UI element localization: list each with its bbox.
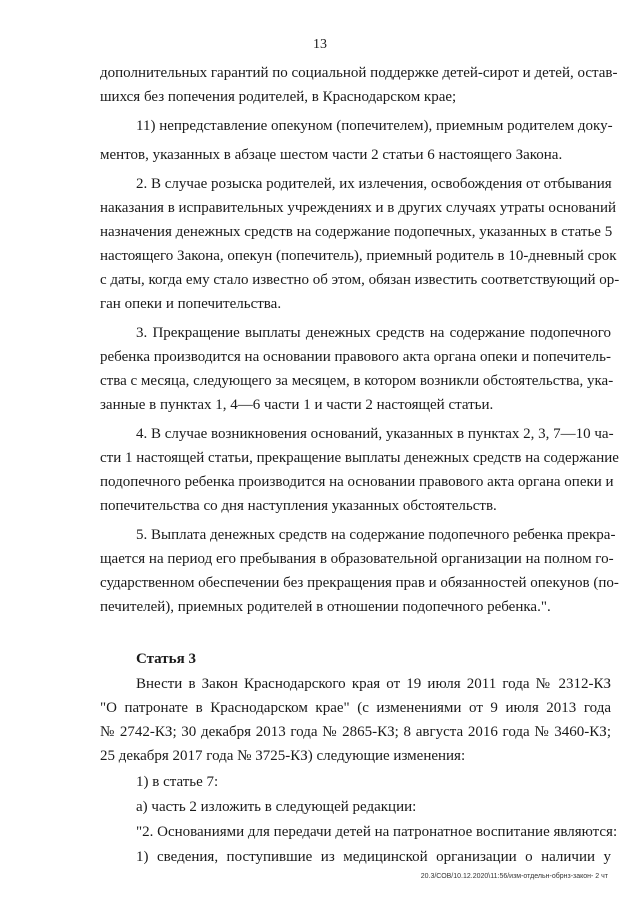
text-line: ства с месяца, следующего за месяцем, в котором возникли обстоятельства, ука-: [100, 373, 614, 389]
article-heading: Статья 3: [136, 651, 196, 667]
text-line: 2. В случае розыска родителей, их излечения, освобождения от отбывания: [136, 176, 612, 192]
text-line: 3. Прекращение выплаты денежных средств на содержание подопечного: [136, 325, 611, 341]
text-line: подопечного ребенка производится на основании правового акта органа опеки и: [100, 474, 614, 490]
text-line: № 2742-КЗ; 30 декабря 2013 года № 2865-КЗ; 8 августа 2016 года № 3460-КЗ;: [100, 724, 611, 740]
text-line: "О патронате в Краснодарском крае" (с изменениями от 9 июля 2013 года: [100, 700, 611, 716]
footer-stamp: 20.3/СОВ/10.12.2020\11:56/изм-отдельн-обрнз-закон- 2 чт: [420, 873, 608, 880]
text-line: 25 декабря 2017 года № 3725-КЗ) следующие изменения:: [100, 748, 466, 764]
text-line: шихся без попечения родителей, в Краснодарском крае;: [100, 89, 457, 105]
text-line: 11) непредставление опекуном (попечителем), приемным родителем доку-: [136, 118, 613, 134]
text-line: наказания в исправительных учреждениях и в других случаях утраты оснований: [100, 200, 616, 216]
text-line: с даты, когда ему стало известно об этом, обязан известить соответствующий ор-: [100, 272, 620, 288]
text-line: ментов, указанных в абзаце шестом части 2 статьи 6 настоящего Закона.: [100, 147, 563, 163]
text-line: 1) в статье 7:: [136, 774, 219, 790]
text-line: 4. В случае возникновения оснований, указанных в пунктах 2, 3, 7—10 ча-: [136, 426, 614, 442]
text-line: настоящего Закона, опекун (попечитель), приемный родитель в 10-дневный срок: [100, 248, 617, 264]
text-line: попечительства со дня наступления указанных обстоятельств.: [100, 498, 497, 514]
text-line: ган опеки и попечительства.: [100, 296, 282, 312]
text-line: 1) сведения, поступившие из медицинской организации о наличии у: [136, 849, 611, 865]
text-line: дополнительных гарантий по социальной поддержке детей-сирот и детей, остав-: [100, 65, 618, 81]
text-line: а) часть 2 изложить в следующей редакции:: [136, 799, 417, 815]
text-line: занные в пунктах 1, 4—6 части 1 и части 2 настоящей статьи.: [100, 397, 494, 413]
text-line: сударственном обеспечении без прекращения прав и обязанностей опекунов (по-: [100, 575, 619, 591]
text-line: Внести в Закон Краснодарского края от 19 июля 2011 года № 2312-КЗ: [136, 676, 611, 692]
text-line: сти 1 настоящей статьи, прекращение выплаты денежных средств на содержание: [100, 450, 619, 466]
text-line: "2. Основаниями для передачи детей на патронатное воспитание являются:: [136, 824, 618, 840]
text-line: 5. Выплата денежных средств на содержание подопечного ребенка прекра-: [136, 527, 616, 543]
text-line: назначения денежных средств на содержание подопечных, указанных в статье 5: [100, 224, 613, 240]
text-line: щается на период его пребывания в образовательной организации на полном го-: [100, 551, 614, 567]
page-number: 13: [313, 37, 327, 52]
text-line: ребенка производится на основании правового акта органа опеки и попечитель-: [100, 349, 611, 365]
text-line: печителей), приемных родителей в отношении подопечного ребенка.".: [100, 599, 551, 615]
